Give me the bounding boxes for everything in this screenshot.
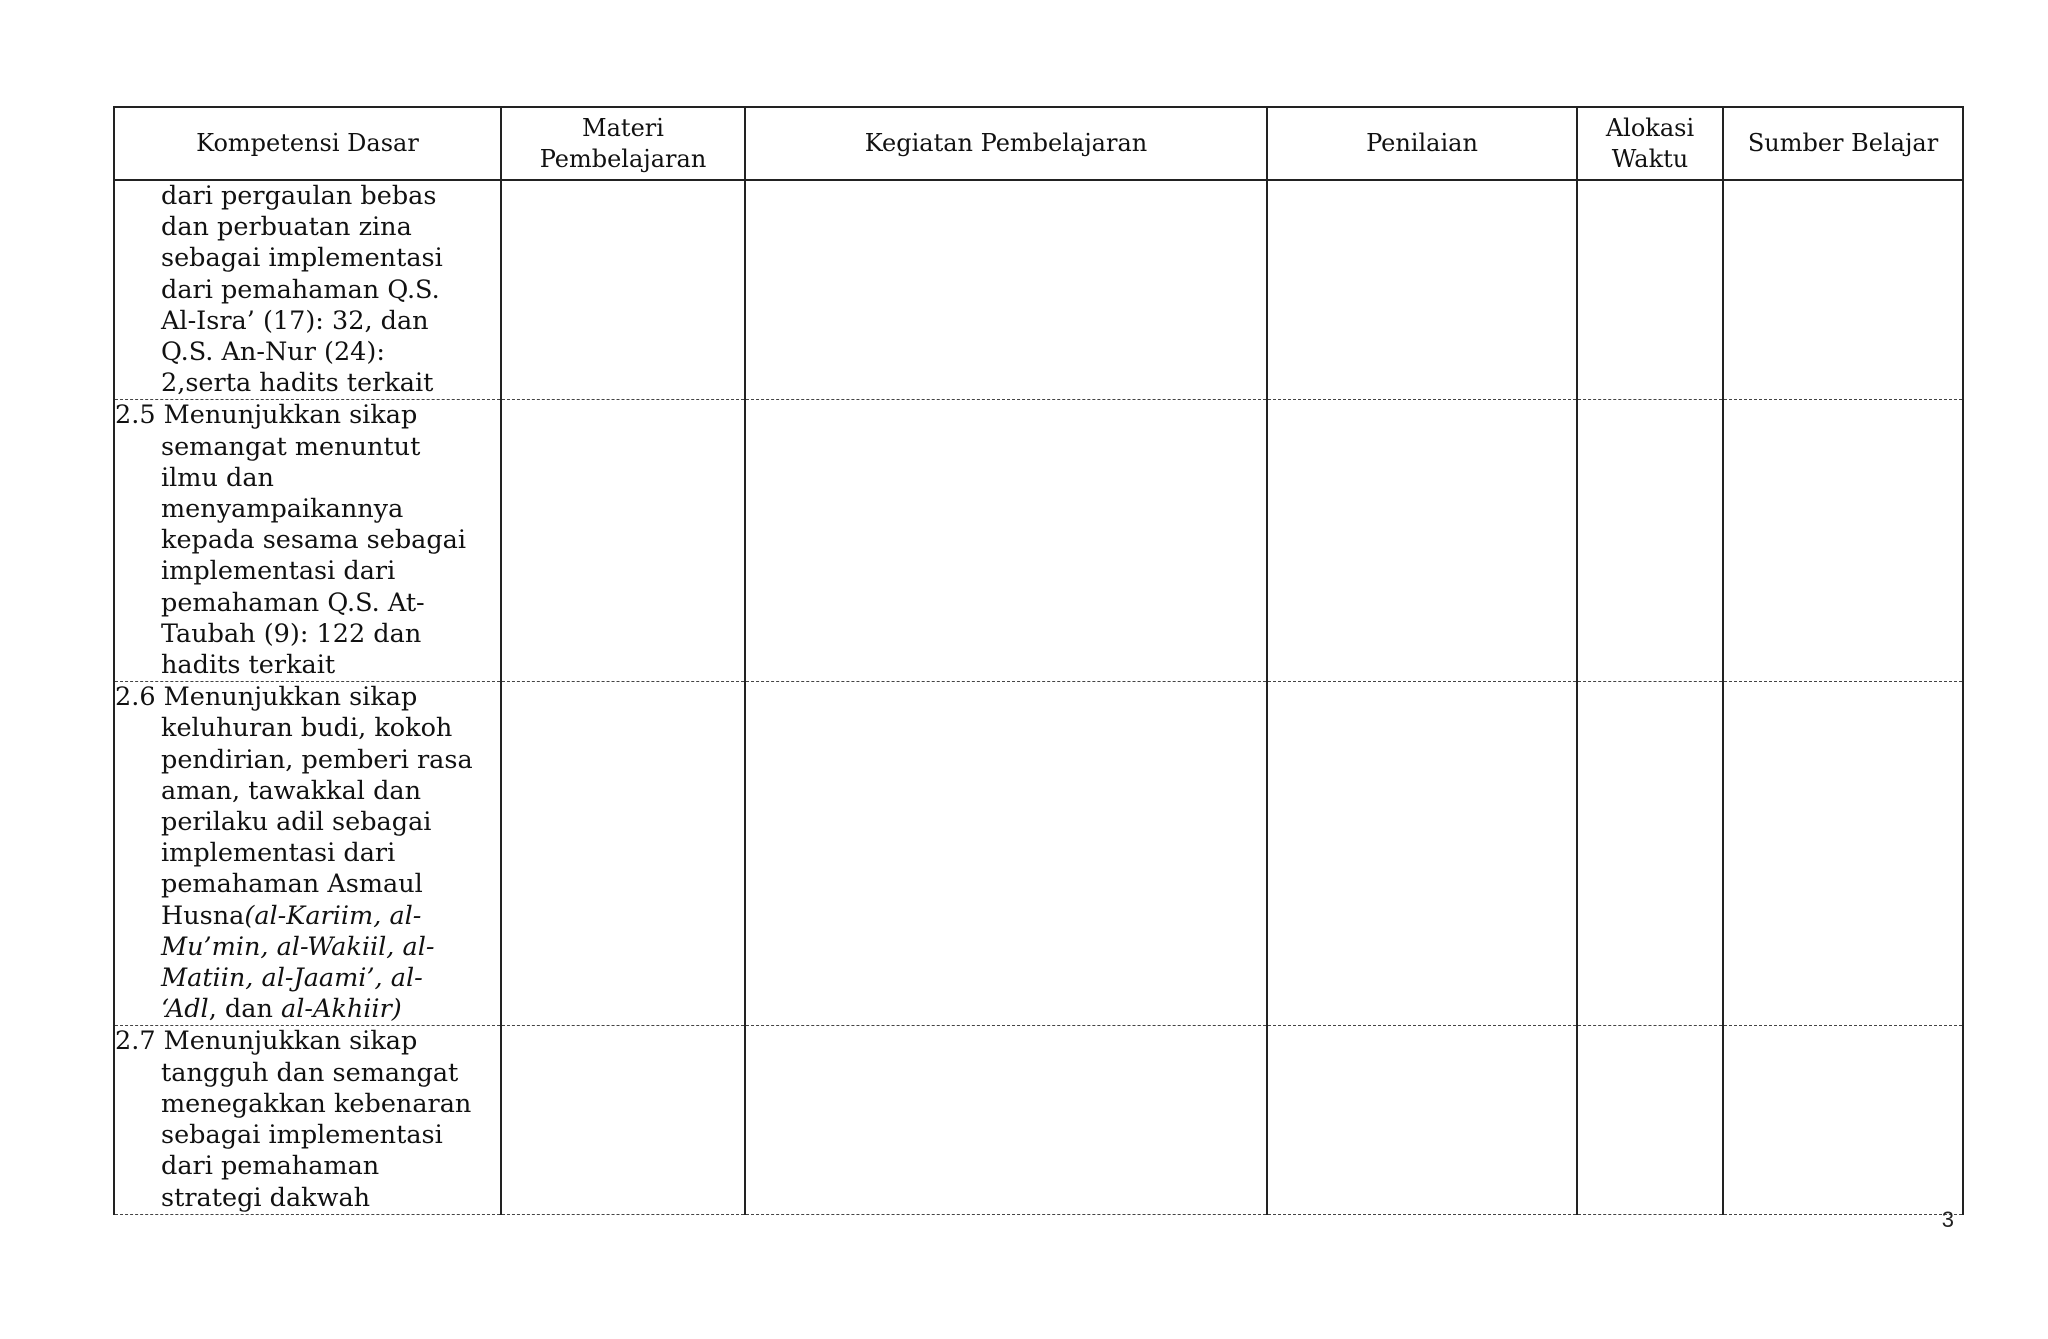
kompetensi-line: aman, tawakkal dan xyxy=(161,775,422,806)
penilaian-cell xyxy=(1267,180,1577,400)
kompetensi-cell xyxy=(114,682,501,1026)
kegiatan-cell xyxy=(745,180,1267,400)
kompetensi-line: pendirian, pemberi rasa xyxy=(161,744,473,775)
kompetensi-line: perilaku adil sebagai xyxy=(161,807,432,838)
kompetensi-line xyxy=(115,901,500,932)
alokasi-cell xyxy=(1577,682,1723,1026)
kegiatan-cell xyxy=(745,1026,1267,1214)
kompetensi-line: strategi dakwah xyxy=(161,1182,371,1213)
sumber-cell xyxy=(1723,400,1963,682)
kompetensi-line: pemahaman Asmaul xyxy=(161,869,423,900)
alokasi-cell xyxy=(1577,1026,1723,1214)
kompetensi-line: ilmu dan xyxy=(161,462,274,493)
materi-cell xyxy=(501,400,745,682)
alokasi-cell xyxy=(1577,180,1723,400)
sumber-cell xyxy=(1723,180,1963,400)
kompetensi-text: , dan xyxy=(208,994,281,1025)
header-alokasi-line-1: Alokasi xyxy=(1605,113,1695,142)
kegiatan-cell xyxy=(745,682,1267,1026)
kompetensi-line: Taubah (9): 122 dan xyxy=(161,618,422,649)
kompetensi-line: implementasi dari xyxy=(161,556,396,587)
kompetensi-line: semangat menuntut xyxy=(161,431,421,462)
kompetensi-line: 2.7 Menunjukkan sikap xyxy=(115,1026,418,1057)
asmaul-husna-names: al-Akhiir) xyxy=(281,994,402,1025)
kompetensi-cell xyxy=(114,400,501,682)
header-kompetensi-dasar: Kompetensi Dasar xyxy=(114,107,501,180)
kompetensi-line xyxy=(115,994,500,1025)
kompetensi-line: dari pemahaman xyxy=(161,1151,380,1182)
kompetensi-line: kepada sesama sebagai xyxy=(161,525,467,556)
kompetensi-line: 2.6 Menunjukkan sikap xyxy=(115,682,418,713)
kompetensi-cell xyxy=(114,1026,501,1214)
table-row xyxy=(114,682,1963,1026)
header-sumber-belajar: Sumber Belajar xyxy=(1723,107,1963,180)
kompetensi-line: 2.5 Menunjukkan sikap xyxy=(115,400,418,431)
kompetensi-line: implementasi dari xyxy=(161,838,396,869)
asmaul-husna-names: ‘Adl xyxy=(161,994,209,1025)
table-row xyxy=(114,400,1963,682)
header-materi-line-1: Materi xyxy=(582,113,664,142)
kegiatan-cell xyxy=(745,400,1267,682)
header-penilaian: Penilaian xyxy=(1267,107,1577,180)
kompetensi-line: Matiin, al-Jaami’, al- xyxy=(161,963,423,994)
penilaian-cell xyxy=(1267,400,1577,682)
kompetensi-line: pemahaman Q.S. At- xyxy=(161,587,425,618)
kompetensi-line: hadits terkait xyxy=(161,650,336,681)
sumber-cell xyxy=(1723,682,1963,1026)
header-alokasi-waktu xyxy=(1577,107,1723,180)
penilaian-cell xyxy=(1267,682,1577,1026)
alokasi-cell xyxy=(1577,400,1723,682)
kompetensi-line: 2,serta hadits terkait xyxy=(161,368,434,399)
kompetensi-line: dari pemahaman Q.S. xyxy=(161,274,440,305)
table-row xyxy=(114,180,1963,400)
kompetensi-line: Q.S. An-Nur (24): xyxy=(161,337,385,368)
sumber-cell xyxy=(1723,1026,1963,1214)
kompetensi-cell xyxy=(114,180,501,400)
kompetensi-line: sebagai implementasi xyxy=(161,1120,443,1151)
header-materi-line-2: Pembelajaran xyxy=(539,144,707,173)
page-number: 3 xyxy=(1941,1207,1954,1232)
table-row xyxy=(114,1026,1963,1214)
kompetensi-line: tangguh dan semangat xyxy=(161,1057,459,1088)
header-kegiatan-pembelajaran: Kegiatan Pembelajaran xyxy=(745,107,1267,180)
kompetensi-text: Husna xyxy=(161,900,245,931)
kompetensi-line: menegakkan kebenaran xyxy=(161,1088,472,1119)
materi-cell xyxy=(501,180,745,400)
header-alokasi-line-2: Waktu xyxy=(1611,144,1689,173)
kompetensi-line: keluhuran budi, kokoh xyxy=(161,713,453,744)
materi-cell xyxy=(501,682,745,1026)
kompetensi-line: Mu’min, al-Wakiil, al- xyxy=(161,931,435,962)
asmaul-husna-names: (al-Kariim, al- xyxy=(244,900,422,931)
kompetensi-line: dari pergaulan bebas xyxy=(161,181,437,211)
table-header-row xyxy=(114,107,1963,180)
kompetensi-line: dan perbuatan zina xyxy=(161,212,412,243)
competency-table xyxy=(113,106,1964,1215)
penilaian-cell xyxy=(1267,1026,1577,1214)
kompetensi-line: Al-Isra’ (17): 32, dan xyxy=(161,305,429,336)
kompetensi-line: sebagai implementasi xyxy=(161,243,443,274)
kompetensi-line: menyampaikannya xyxy=(161,494,404,525)
header-materi-pembelajaran xyxy=(501,107,745,180)
materi-cell xyxy=(501,1026,745,1214)
